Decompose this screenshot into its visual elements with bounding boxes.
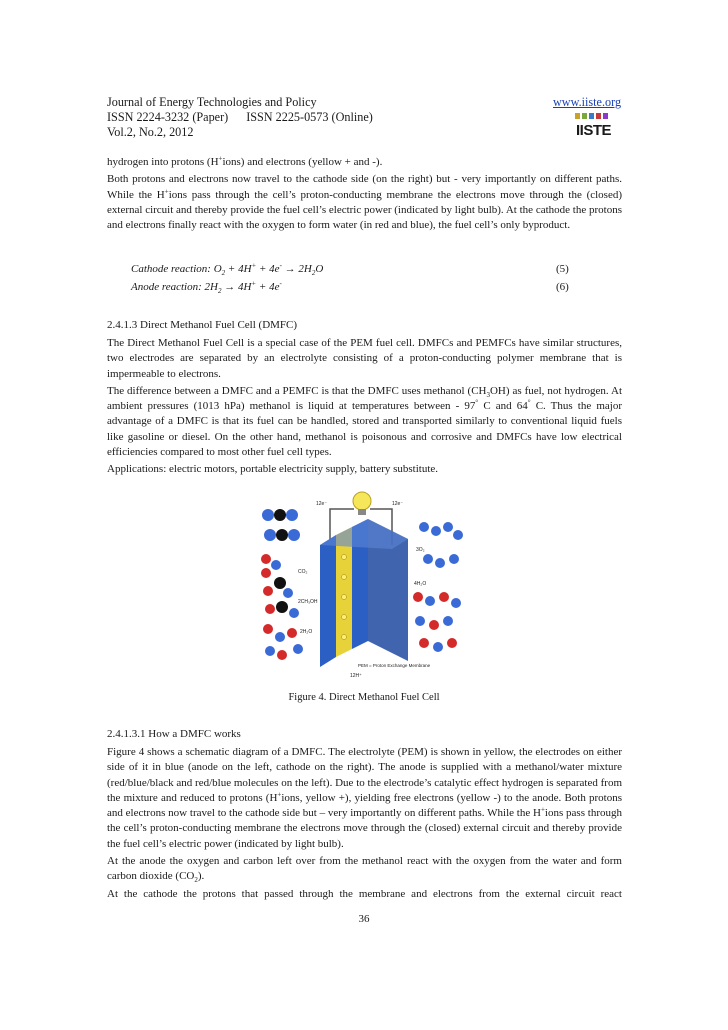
website-link[interactable]: www.iiste.org — [553, 95, 622, 109]
paragraph: Both protons and electrons now travel to the cathode side (on the right) but - very importantly on different paths. While the H+ions pass through the cell’s proton-conducting membrane the electrons move through the (closed) external circuit and thereby provide the fuel cell’s electric power (indicated by light bulb). At the cathode the protons and electrons finally react with the oxygen to form water (in red and blue), the fuel cell’s only byproduct. — [107, 173, 622, 232]
svg-text:IISTE: IISTE — [576, 122, 612, 138]
paragraph: The Direct Methanol Fuel Cell is a special case of the PEM fuel cell. DMFCs and PEMFCs have similar structures, two electrodes are separated by an electrolyte consisting of a proton-conducting polymer membrane that is impermeable to electrons. — [107, 337, 622, 380]
pem-legend: PEM = Proton Exchange Membrane — [358, 663, 431, 668]
paragraph: At the anode the oxygen and carbon left over from the methanol react with the oxygen from the water and form carbon dioxide $(CO_2)$. — [107, 855, 622, 885]
equation-number-5: (5) — [556, 263, 569, 275]
co2-label: CO₂ — [298, 569, 308, 575]
anode-electrode — [320, 535, 336, 667]
how-body — [107, 745, 622, 902]
journal-title: Journal of Energy Technologies and Policy — [107, 95, 317, 109]
h2o-left-label: 2H₂O — [300, 629, 313, 635]
page-number: 36 — [358, 913, 370, 925]
paragraph: Figure 4 shows a schematic diagram of a DMFC. The electrolyte (PEM) is shown in yellow, the electrodes on either side of it in blue (anode on the left, cathode on the right). The anode is supplied with a methanol/water mixture (red/blue/black and red/blue molecules on the left). Due to the electrode’s catalytic effect hydrogen is separated from the mixture and reduced to protons (H+ions, yellow +), yielding free electrons (yellow -) to the anode. Both protons and electrons now travel to the cathode side but – very importantly on different paths. While the H+ions pass through the cell’s proton-conducting membrane the electrons move through the (closed) external circuit and thereby provide the fuel cell’s electric power (indicated by light bulb). — [107, 746, 622, 850]
issn-paper: ISSN 2224-3232 (Paper) — [107, 110, 229, 124]
applications-line: Applications: electric motors, portable electricity supply, battery substitute. — [107, 463, 439, 476]
section-heading-dmfc: 2.4.1.3 Direct Methanol Fuel Cell (DMFC) — [107, 319, 298, 331]
electron-right-label: 12e⁻ — [392, 501, 403, 507]
h2o-right-label: 4H₂O — [414, 581, 427, 587]
o2-label: 3O₂ — [416, 547, 425, 553]
equation-number-6: (6) — [556, 281, 569, 293]
paragraph: At the cathode the protons that passed through the membrane and electrons from the external circuit react — [107, 887, 622, 900]
proton-bottom-label: 12H⁺ — [350, 673, 362, 679]
ch3oh-label: 2CH₃OH — [298, 599, 318, 605]
paragraph: The difference between a DMFC and a PEMFC is that the DMFC uses methanol $(CH_3OH)$ as fuel, not hydrogen. At ambient pressures (1013 hPa) methanol is liquid at temperatures between - 97° C and 64° C. Thus the major advantage of a DMFC is that its fuel can be handled, stored and transported similarly to conventional liquid fuels like gasoline or diesel. On the other hand, methanol is poisonous and corrosive and DMFCs have low electrical efficiencies compared to most other fuel cell types. — [107, 384, 623, 459]
dmfc-body — [107, 336, 622, 478]
anode-reaction: Anode reaction: $2H_2 \to 4H^+ + 4e^-$ — [131, 279, 282, 296]
issn-line — [107, 110, 373, 125]
section-heading-how: 2.4.1.3.1 How a DMFC works — [107, 728, 241, 740]
figure-caption: Figure 4. Direct Methanol Fuel Cell — [288, 692, 440, 703]
volume-info: Vol.2, No.2, 2012 — [107, 125, 194, 139]
issn-online: ISSN 2225-0573 (Online) — [246, 110, 373, 124]
light-bulb-icon — [353, 492, 371, 510]
dmfc-diagram — [258, 487, 464, 681]
cathode-reaction: Cathode reaction: $O_2 + 4H^+ + 4e^- \to 2H_2O$ — [131, 261, 324, 278]
intro-continuation — [107, 155, 622, 233]
iiste-logo — [573, 112, 623, 138]
electron-left-label: 12e⁻ — [316, 501, 327, 507]
text-line: hydrogen into protons (H+ions) and electrons (yellow + and -). — [107, 154, 383, 168]
